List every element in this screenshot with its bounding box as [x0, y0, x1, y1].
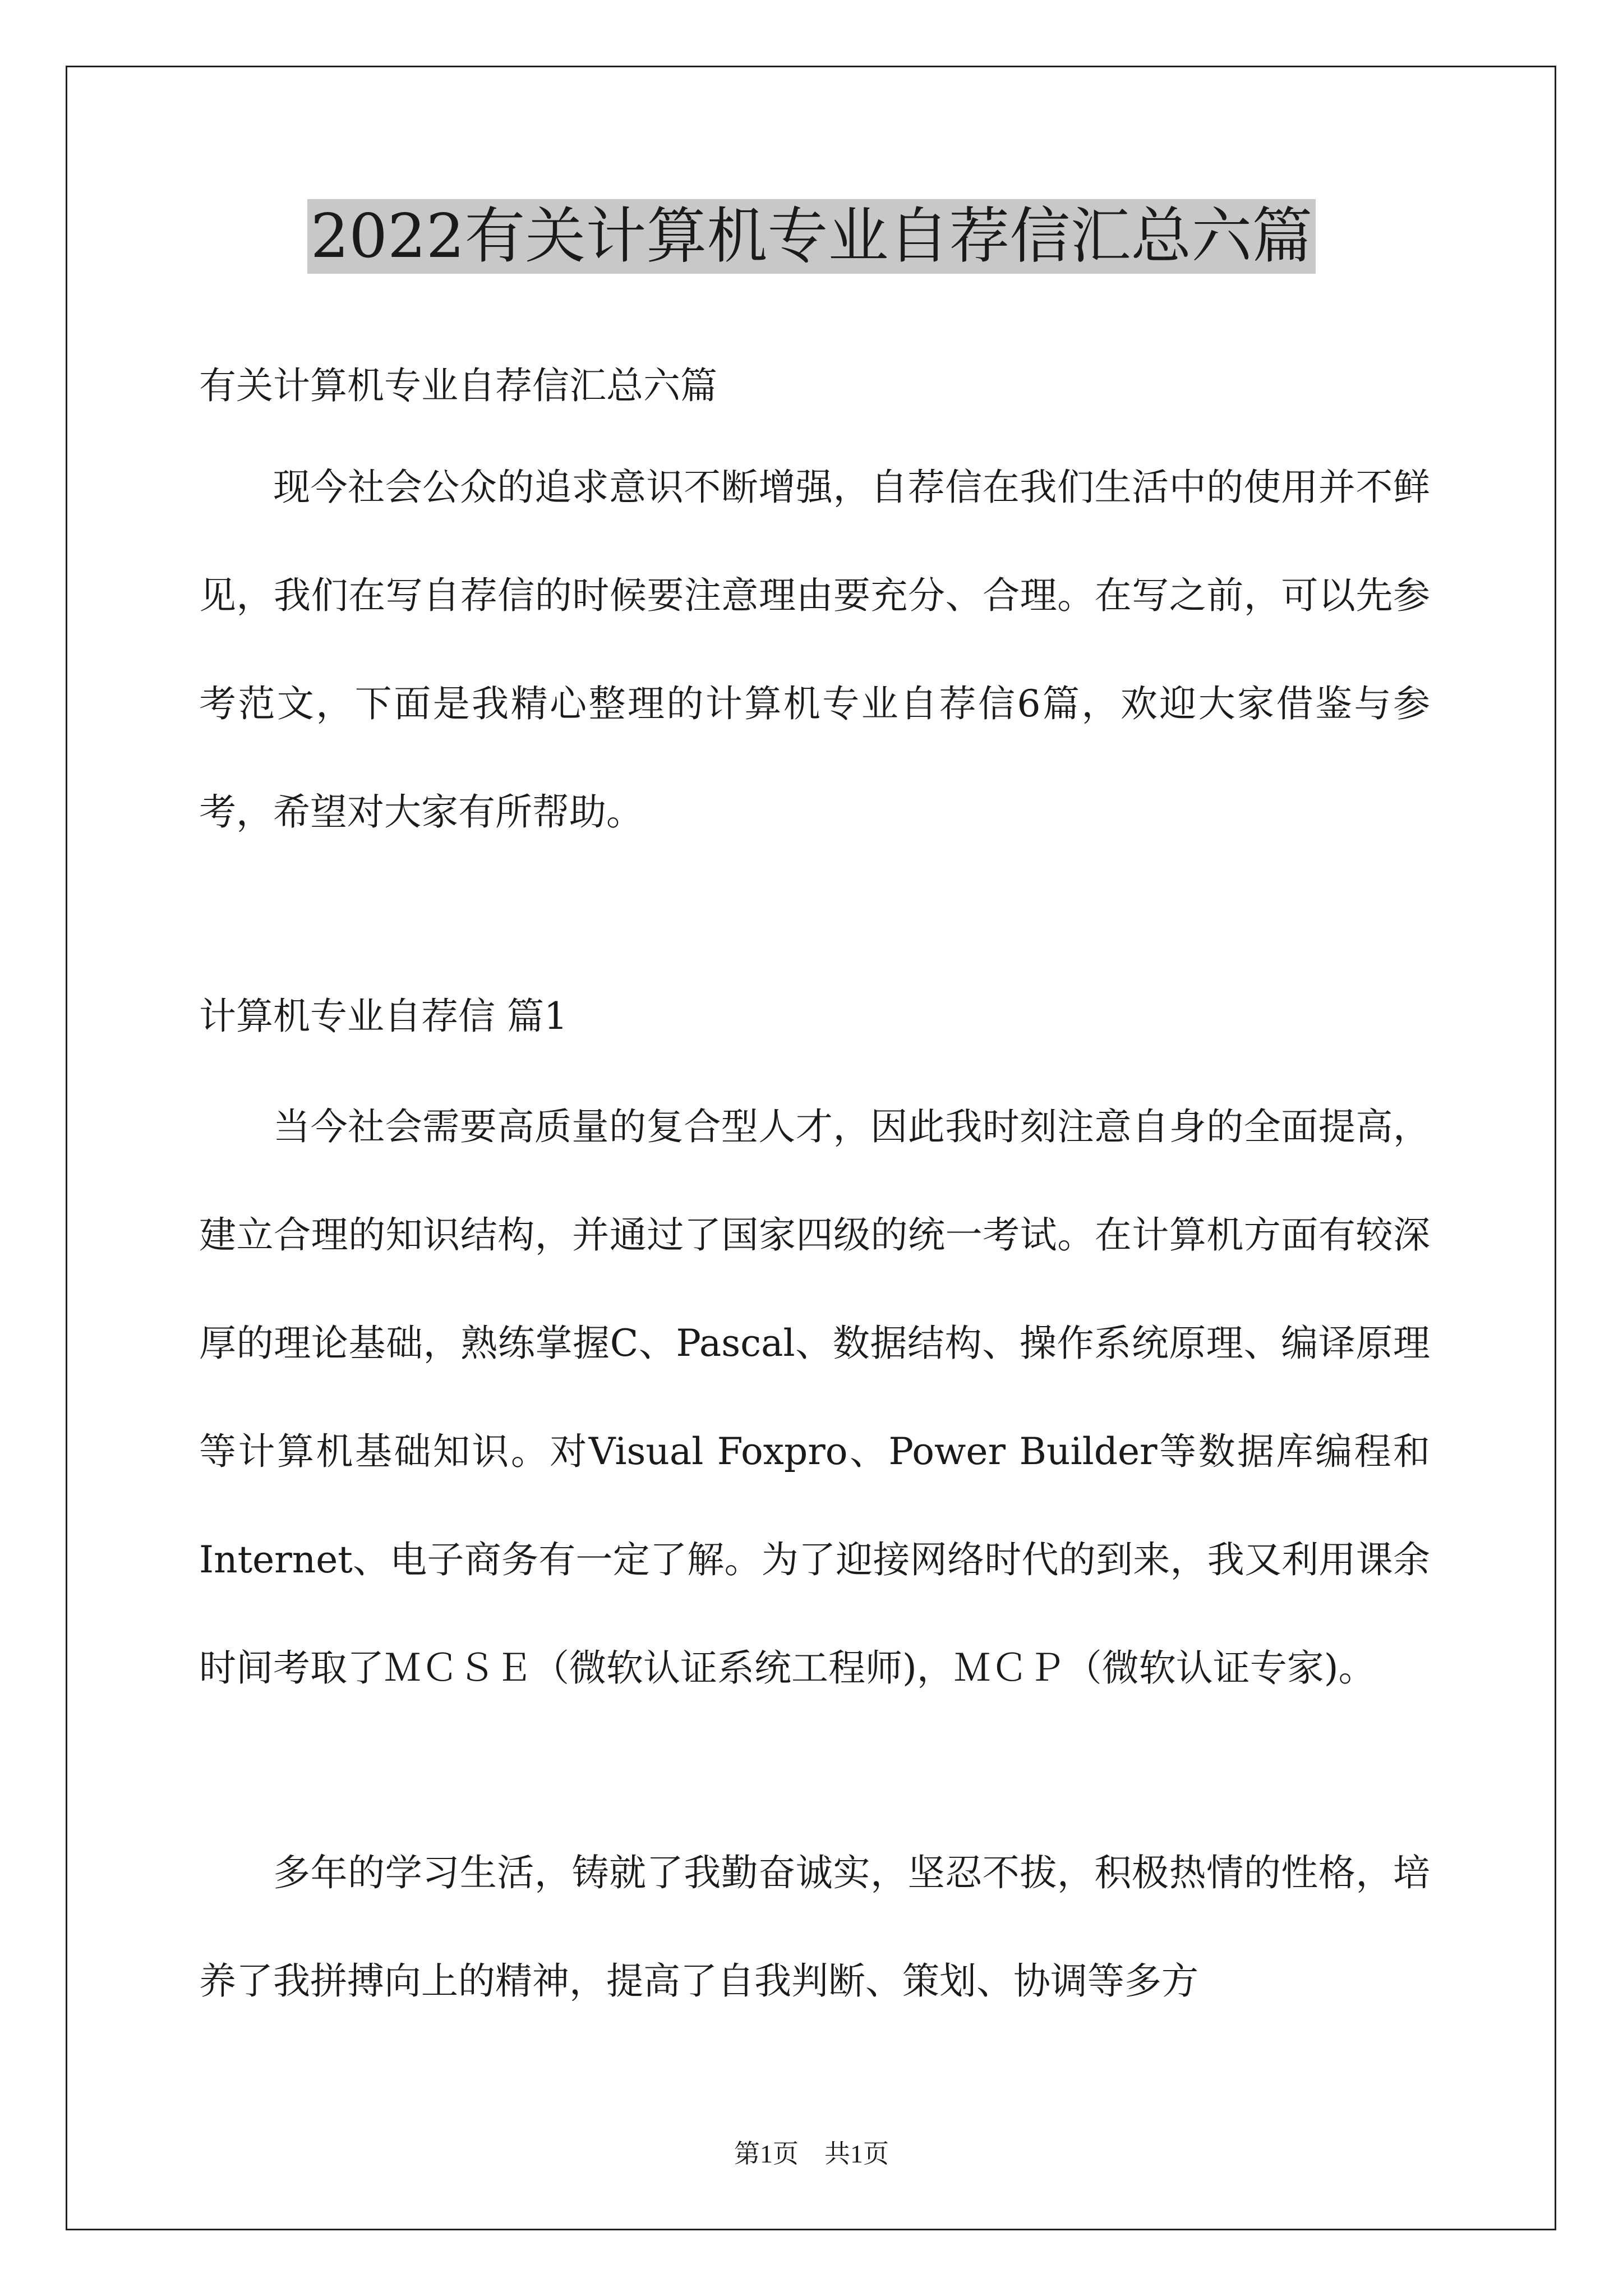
document-title [0, 197, 1623, 276]
section1-paragraph-2: 多年的学习生活，铸就了我勤奋诚实，坚忍不拔，积极热情的性格，培养了我拼搏向上的精神，提高了自我判断、策划、协调等多方 [199, 1851, 1430, 2003]
section1-paragraph-1: 当今社会需要高质量的复合型人才，因此我时刻注意自身的全面提高，建立合理的知识结构，并通过了国家四级的统一考试。在计算机方面有较深厚的理论基础，熟练掌握C、Pascal、数据结构、操作系统原理、编译原理等计算机基础知识。对Visual Foxpro、Power Builder等数据库编程和Internet、电子商务有一定了解。为了迎接网络时代的到来，我又利用课余时间考取了ＭＣＳＥ（微软认证系统工程师)，ＭＣＰ（微软认证专家)。 [199, 1105, 1430, 1690]
document-subtitle: 有关计算机专业自荐信汇总六篇 [199, 364, 717, 407]
page-footer: 第1页 共1页 [734, 2139, 889, 2168]
section-heading-1: 计算机专业自荐信 篇1 [199, 995, 568, 1038]
document-title-text: 2022有关计算机专业自荐信汇总六篇 [307, 199, 1316, 274]
intro-paragraph: 现今社会公众的追求意识不断增强，自荐信在我们生活中的使用并不鲜见，我们在写自荐信的时候要注意理由要充分、合理。在写之前，可以先参考范文，下面是我精心整理的计算机专业自荐信6篇，欢迎大家借鉴与参考，希望对大家有所帮助。 [199, 466, 1430, 834]
